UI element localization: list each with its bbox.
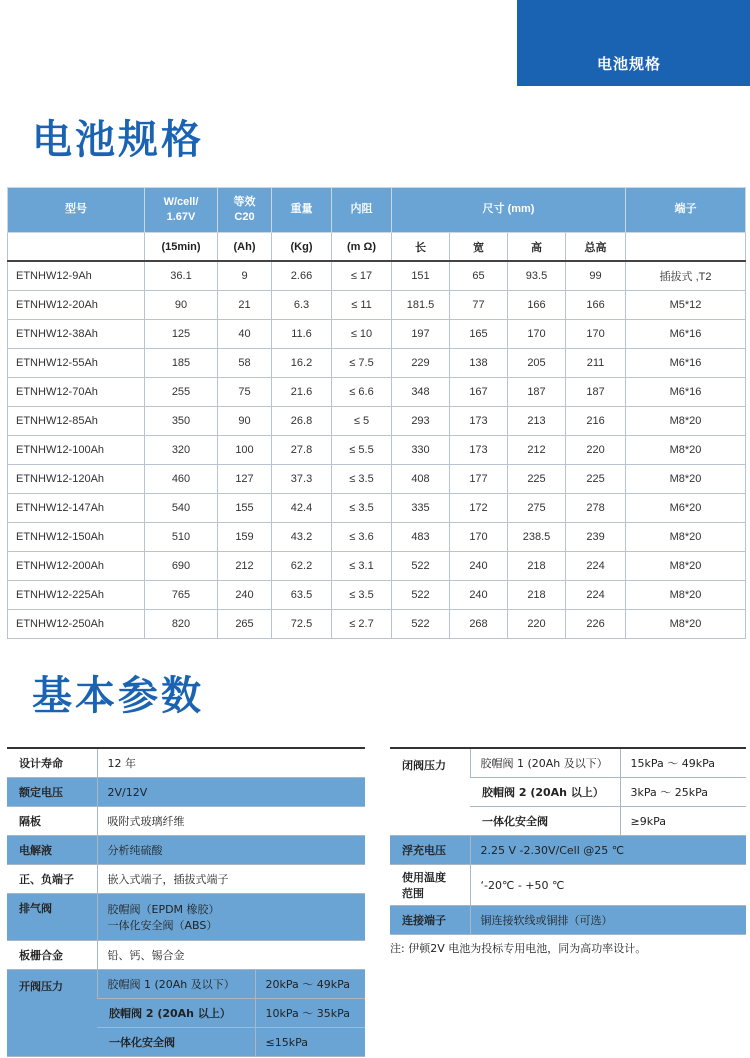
header-size: 尺寸 (mm): [392, 188, 626, 233]
table-cell: 72.5: [272, 610, 332, 639]
table-cell: 138: [450, 349, 508, 378]
table-cell: 170: [508, 320, 566, 349]
header-capacity: 等效 C20: [218, 188, 272, 233]
table-cell: 330: [392, 436, 450, 465]
unit-row: [8, 233, 746, 262]
table-cell: 522: [392, 552, 450, 581]
param-value: 10kPa ～ 35kPa: [255, 999, 365, 1028]
table-cell: ≤ 6.6: [332, 378, 392, 407]
table-cell: ≤ 7.5: [332, 349, 392, 378]
table-cell: ≤ 10: [332, 320, 392, 349]
param-row: [7, 865, 365, 894]
param-row: [7, 778, 365, 807]
unit-cell: 高: [508, 233, 566, 262]
table-cell: 11.6: [272, 320, 332, 349]
table-cell: 216: [566, 407, 626, 436]
table-cell: 166: [566, 291, 626, 320]
table-cell: 2.66: [272, 261, 332, 291]
model-cell: ETNHW12-150Ah: [8, 523, 145, 552]
table-cell: 173: [450, 436, 508, 465]
table-cell: ≤ 11: [332, 291, 392, 320]
table-row: [8, 436, 746, 465]
param-value: 分析纯硫酸: [97, 836, 365, 865]
model-cell: ETNHW12-100Ah: [8, 436, 145, 465]
param-row: [390, 906, 746, 935]
header-terminal: 端子: [626, 188, 746, 233]
param-value: 吸附式玻璃纤维: [97, 807, 365, 836]
param-row: [7, 807, 365, 836]
unit-cell: (Ah): [218, 233, 272, 262]
param-label: 排气阀: [7, 894, 97, 941]
spec-table-body: [8, 261, 746, 639]
table-cell: 348: [392, 378, 450, 407]
table-cell: 99: [566, 261, 626, 291]
table-cell: 58: [218, 349, 272, 378]
table-cell: 170: [450, 523, 508, 552]
param-row: [7, 836, 365, 865]
table-cell: ≤ 17: [332, 261, 392, 291]
param-label: 隔板: [7, 807, 97, 836]
param-label: 开阀压力: [7, 970, 97, 1057]
table-cell: 275: [508, 494, 566, 523]
param-subname: 胶帽阀 2 (20Ah 以上）: [470, 778, 620, 807]
table-cell: 42.4: [272, 494, 332, 523]
table-cell: 238.5: [508, 523, 566, 552]
model-cell: ETNHW12-85Ah: [8, 407, 145, 436]
param-subname: 胶帽阀 1 (20Ah 及以下）: [470, 748, 620, 778]
table-cell: 255: [145, 378, 218, 407]
table-cell: 16.2: [272, 349, 332, 378]
param-label: 设计寿命: [7, 748, 97, 778]
table-cell: 21.6: [272, 378, 332, 407]
table-row: [8, 349, 746, 378]
table-cell: 224: [566, 581, 626, 610]
table-cell: 220: [566, 436, 626, 465]
param-label: 闭阀压力: [390, 748, 470, 836]
table-row: [8, 291, 746, 320]
table-cell: 460: [145, 465, 218, 494]
table-cell: 350: [145, 407, 218, 436]
param-subname: 胶帽阀 1 (20Ah 及以下）: [97, 970, 255, 999]
table-cell: 218: [508, 552, 566, 581]
table-cell: 510: [145, 523, 218, 552]
table-cell: 218: [508, 581, 566, 610]
param-value: ≤15kPa: [255, 1028, 365, 1057]
param-value: ≥9kPa: [620, 807, 746, 836]
model-cell: ETNHW12-55Ah: [8, 349, 145, 378]
table-row: [8, 552, 746, 581]
table-cell: 167: [450, 378, 508, 407]
model-cell: ETNHW12-147Ah: [8, 494, 145, 523]
table-cell: M6*20: [626, 494, 746, 523]
table-cell: 211: [566, 349, 626, 378]
table-cell: 125: [145, 320, 218, 349]
table-cell: 240: [450, 552, 508, 581]
table-cell: 229: [392, 349, 450, 378]
table-cell: 177: [450, 465, 508, 494]
unit-cell: 宽: [450, 233, 508, 262]
table-cell: 278: [566, 494, 626, 523]
param-subname: 一体化安全阀: [97, 1028, 255, 1057]
table-cell: 265: [218, 610, 272, 639]
param-value: 2.25 V -2.30V/Cell @25 ℃: [470, 836, 746, 865]
table-cell: 173: [450, 407, 508, 436]
corner-tab: [517, 0, 750, 86]
param-value: 20kPa ～ 49kPa: [255, 970, 365, 999]
param-subname: 胶帽阀 2 (20Ah 以上）: [97, 999, 255, 1028]
model-cell: ETNHW12-38Ah: [8, 320, 145, 349]
table-cell: 224: [566, 552, 626, 581]
unit-cell: (m Ω): [332, 233, 392, 262]
param-label: 正、负端子: [7, 865, 97, 894]
param-label: 浮充电压: [390, 836, 470, 865]
param-value: 2V/12V: [97, 778, 365, 807]
unit-cell: (Kg): [272, 233, 332, 262]
table-cell: 6.3: [272, 291, 332, 320]
param-label: 电解液: [7, 836, 97, 865]
table-cell: 293: [392, 407, 450, 436]
table-cell: 165: [450, 320, 508, 349]
table-cell: 166: [508, 291, 566, 320]
table-cell: M8*20: [626, 436, 746, 465]
table-cell: 197: [392, 320, 450, 349]
table-cell: ≤ 3.6: [332, 523, 392, 552]
table-cell: 820: [145, 610, 218, 639]
table-cell: M6*16: [626, 349, 746, 378]
table-cell: 170: [566, 320, 626, 349]
table-cell: 213: [508, 407, 566, 436]
param-row: [390, 748, 746, 778]
table-cell: 100: [218, 436, 272, 465]
param-value: 铅、钙、锡合金: [97, 941, 365, 970]
table-cell: M6*16: [626, 320, 746, 349]
table-cell: M8*20: [626, 581, 746, 610]
table-cell: 43.2: [272, 523, 332, 552]
param-row: [390, 865, 746, 906]
table-cell: M6*16: [626, 378, 746, 407]
table-cell: 226: [566, 610, 626, 639]
table-cell: 765: [145, 581, 218, 610]
table-cell: 插拔式 ,T2: [626, 261, 746, 291]
basic-params-right: [390, 747, 746, 935]
table-cell: 36.1: [145, 261, 218, 291]
table-cell: 9: [218, 261, 272, 291]
table-cell: 540: [145, 494, 218, 523]
table-cell: 483: [392, 523, 450, 552]
table-cell: 690: [145, 552, 218, 581]
table-cell: 225: [508, 465, 566, 494]
param-row: [390, 836, 746, 865]
table-cell: 522: [392, 581, 450, 610]
table-cell: 90: [145, 291, 218, 320]
param-value: 嵌入式端子，插拔式端子: [97, 865, 365, 894]
table-row: [8, 320, 746, 349]
table-cell: ≤ 3.5: [332, 581, 392, 610]
model-cell: ETNHW12-9Ah: [8, 261, 145, 291]
model-cell: ETNHW12-250Ah: [8, 610, 145, 639]
table-cell: M8*20: [626, 523, 746, 552]
param-row: [7, 970, 365, 999]
table-row: [8, 494, 746, 523]
table-cell: 65: [450, 261, 508, 291]
table-cell: 225: [566, 465, 626, 494]
spec-section-title: 电池规格: [32, 117, 204, 163]
table-cell: M8*20: [626, 552, 746, 581]
table-row: [8, 610, 746, 639]
corner-tab-label: 电池规格: [597, 55, 662, 73]
table-cell: 26.8: [272, 407, 332, 436]
table-cell: 90: [218, 407, 272, 436]
table-cell: 155: [218, 494, 272, 523]
table-cell: 77: [450, 291, 508, 320]
table-cell: 37.3: [272, 465, 332, 494]
table-cell: 40: [218, 320, 272, 349]
param-subname: 一体化安全阀: [470, 807, 620, 836]
unit-cell: [8, 233, 145, 262]
table-cell: 93.5: [508, 261, 566, 291]
table-cell: ≤ 2.7: [332, 610, 392, 639]
table-cell: 212: [508, 436, 566, 465]
battery-spec-table: [7, 187, 746, 639]
table-cell: 408: [392, 465, 450, 494]
model-cell: ETNHW12-225Ah: [8, 581, 145, 610]
params-section-title: 基本参数: [32, 673, 204, 719]
header-wcell: W/cell/ 1.67V: [145, 188, 218, 233]
param-value: ‘-20℃ - +50 ℃: [470, 865, 746, 906]
table-cell: ≤ 5: [332, 407, 392, 436]
table-cell: 127: [218, 465, 272, 494]
table-cell: 27.8: [272, 436, 332, 465]
param-label: 使用温度 范围: [390, 865, 470, 906]
table-row: [8, 465, 746, 494]
table-cell: 172: [450, 494, 508, 523]
table-cell: M8*20: [626, 407, 746, 436]
param-row: [7, 941, 365, 970]
table-row: [8, 407, 746, 436]
param-value: 胶帽阀（EPDM 橡胶） 一体化安全阀（ABS）: [97, 894, 365, 941]
table-cell: 240: [450, 581, 508, 610]
model-cell: ETNHW12-120Ah: [8, 465, 145, 494]
table-row: [8, 378, 746, 407]
table-row: [8, 523, 746, 552]
table-cell: 159: [218, 523, 272, 552]
table-cell: 62.2: [272, 552, 332, 581]
model-cell: ETNHW12-200Ah: [8, 552, 145, 581]
table-cell: 187: [566, 378, 626, 407]
model-cell: ETNHW12-20Ah: [8, 291, 145, 320]
param-value: 铜连接软线或铜排（可选）: [470, 906, 746, 935]
unit-cell: [626, 233, 746, 262]
table-cell: 75: [218, 378, 272, 407]
table-cell: 268: [450, 610, 508, 639]
table-cell: ≤ 3.1: [332, 552, 392, 581]
table-row: [8, 261, 746, 291]
unit-cell: 总高: [566, 233, 626, 262]
table-cell: M5*12: [626, 291, 746, 320]
table-cell: M8*20: [626, 465, 746, 494]
model-cell: ETNHW12-70Ah: [8, 378, 145, 407]
table-cell: 335: [392, 494, 450, 523]
basic-params-left: [7, 747, 365, 1057]
param-value: 3kPa ～ 25kPa: [620, 778, 746, 807]
table-cell: M8*20: [626, 610, 746, 639]
table-cell: 320: [145, 436, 218, 465]
table-cell: 63.5: [272, 581, 332, 610]
table-cell: 220: [508, 610, 566, 639]
param-value: 15kPa ～ 49kPa: [620, 748, 746, 778]
param-row: [7, 894, 365, 941]
table-cell: ≤ 5.5: [332, 436, 392, 465]
table-cell: 185: [145, 349, 218, 378]
header-resistance: 内阻: [332, 188, 392, 233]
header-weight: 重量: [272, 188, 332, 233]
table-cell: 239: [566, 523, 626, 552]
table-cell: 212: [218, 552, 272, 581]
table-cell: 205: [508, 349, 566, 378]
param-row: [7, 748, 365, 778]
table-cell: 21: [218, 291, 272, 320]
footnote: 注: 伊顿2V 电池为投标专用电池，同为高功率设计。: [390, 942, 647, 955]
table-row: [8, 581, 746, 610]
header-model: 型号: [8, 188, 145, 233]
param-value: 12 年: [97, 748, 365, 778]
unit-cell: 长: [392, 233, 450, 262]
table-cell: 187: [508, 378, 566, 407]
param-label: 板栅合金: [7, 941, 97, 970]
param-label: 连接端子: [390, 906, 470, 935]
table-cell: 181.5: [392, 291, 450, 320]
table-cell: 522: [392, 610, 450, 639]
table-cell: ≤ 3.5: [332, 465, 392, 494]
table-cell: ≤ 3.5: [332, 494, 392, 523]
table-cell: 151: [392, 261, 450, 291]
unit-cell: (15min): [145, 233, 218, 262]
table-cell: 240: [218, 581, 272, 610]
param-label: 额定电压: [7, 778, 97, 807]
